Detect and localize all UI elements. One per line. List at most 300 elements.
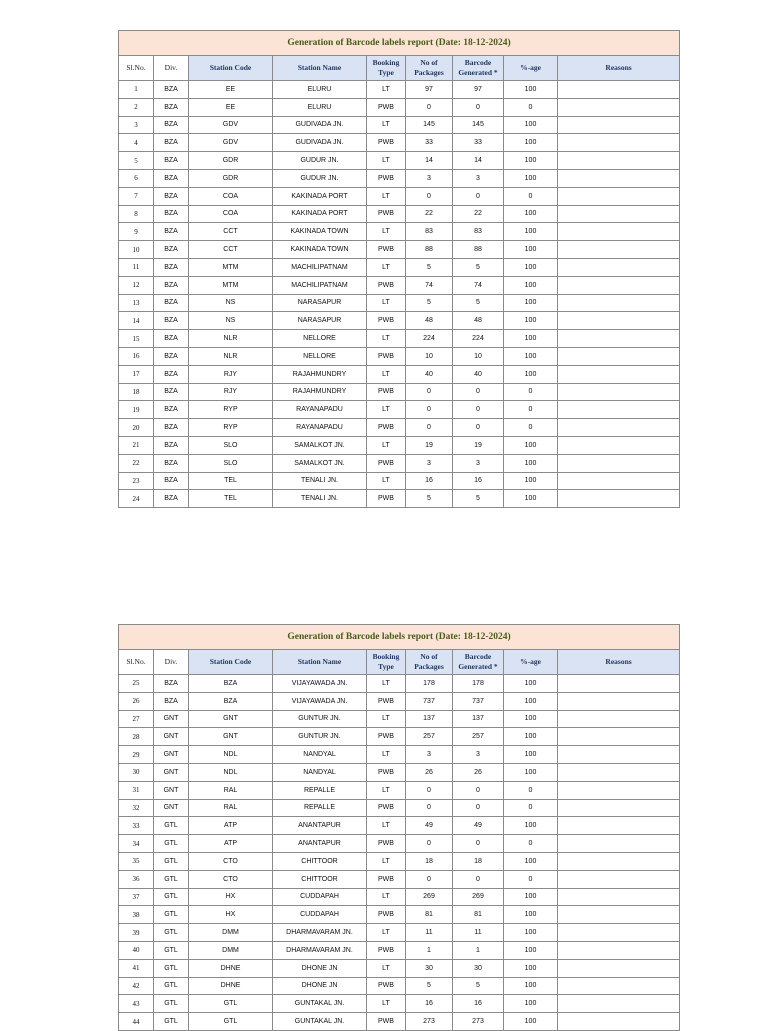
cell-station-code: NS (189, 294, 273, 312)
cell-percentage: 100 (504, 116, 558, 134)
cell-percentage: 100 (504, 817, 558, 835)
cell-percentage: 100 (504, 258, 558, 276)
report-table (118, 624, 680, 1031)
cell-percentage: 100 (504, 276, 558, 294)
cell-percentage: 100 (504, 692, 558, 710)
cell-booking-type: LT (367, 81, 406, 99)
table-row (119, 258, 680, 276)
report-table-2 (118, 624, 679, 1031)
cell-div: GTL (154, 835, 189, 853)
cell-slno: 38 (119, 906, 154, 924)
cell-station-code: SLO (189, 436, 273, 454)
cell-booking-type: PWB (367, 799, 406, 817)
cell-no-of-packages: 5 (406, 977, 453, 995)
cell-slno: 2 (119, 98, 154, 116)
table-row (119, 347, 680, 365)
table-row (119, 817, 680, 835)
cell-barcode-generated: 16 (453, 472, 504, 490)
cell-slno: 27 (119, 710, 154, 728)
cell-station-name: CUDDAPAH (273, 888, 367, 906)
cell-station-code: TEL (189, 490, 273, 508)
cell-station-name: RAJAHMUNDRY (273, 383, 367, 401)
cell-barcode-generated: 5 (453, 490, 504, 508)
table-row (119, 728, 680, 746)
cell-no-of-packages: 5 (406, 490, 453, 508)
table-row (119, 312, 680, 330)
cell-reasons (558, 906, 680, 924)
cell-barcode-generated: 737 (453, 692, 504, 710)
cell-percentage: 100 (504, 675, 558, 693)
cell-reasons (558, 852, 680, 870)
cell-barcode-generated: 273 (453, 1013, 504, 1031)
cell-booking-type: LT (367, 330, 406, 348)
cell-percentage: 100 (504, 924, 558, 942)
cell-barcode-generated: 14 (453, 152, 504, 170)
cell-station-name: GUDIVADA JN. (273, 134, 367, 152)
cell-barcode-generated: 1 (453, 941, 504, 959)
cell-slno: 41 (119, 959, 154, 977)
cell-barcode-generated: 40 (453, 365, 504, 383)
cell-station-name: CUDDAPAH (273, 906, 367, 924)
cell-barcode-generated: 178 (453, 675, 504, 693)
cell-reasons (558, 454, 680, 472)
cell-barcode-generated: 269 (453, 888, 504, 906)
cell-percentage: 100 (504, 852, 558, 870)
cell-reasons (558, 258, 680, 276)
cell-percentage: 100 (504, 152, 558, 170)
cell-slno: 15 (119, 330, 154, 348)
cell-barcode-generated: 224 (453, 330, 504, 348)
table-row (119, 454, 680, 472)
cell-station-name: DHARMAVARAM JN. (273, 924, 367, 942)
cell-booking-type: PWB (367, 347, 406, 365)
cell-div: GTL (154, 995, 189, 1013)
table-row (119, 763, 680, 781)
cell-div: BZA (154, 436, 189, 454)
header-station-name: Station Name (273, 650, 367, 675)
header-barcode-generated: Barcode Generated * (453, 650, 504, 675)
header-slno: Sl.No. (119, 650, 154, 675)
table-row (119, 995, 680, 1013)
cell-div: GTL (154, 959, 189, 977)
header-station-name: Station Name (273, 56, 367, 81)
cell-percentage: 100 (504, 728, 558, 746)
cell-reasons (558, 870, 680, 888)
cell-station-name: NELLORE (273, 347, 367, 365)
cell-station-name: ELURU (273, 81, 367, 99)
cell-percentage: 100 (504, 241, 558, 259)
cell-reasons (558, 675, 680, 693)
cell-percentage: 100 (504, 941, 558, 959)
cell-div: BZA (154, 472, 189, 490)
cell-slno: 8 (119, 205, 154, 223)
cell-station-code: DMM (189, 941, 273, 959)
cell-no-of-packages: 0 (406, 98, 453, 116)
cell-barcode-generated: 3 (453, 169, 504, 187)
report-table-1 (118, 30, 679, 508)
table-row (119, 205, 680, 223)
cell-reasons (558, 276, 680, 294)
table-row (119, 330, 680, 348)
report-title-row (119, 31, 680, 56)
cell-percentage: 100 (504, 977, 558, 995)
table-row (119, 294, 680, 312)
cell-barcode-generated: 16 (453, 995, 504, 1013)
cell-div: BZA (154, 134, 189, 152)
cell-reasons (558, 365, 680, 383)
cell-station-name: KAKINADA TOWN (273, 223, 367, 241)
cell-div: BZA (154, 419, 189, 437)
cell-station-code: COA (189, 187, 273, 205)
cell-station-name: MACHILIPATNAM (273, 258, 367, 276)
cell-barcode-generated: 0 (453, 383, 504, 401)
cell-no-of-packages: 178 (406, 675, 453, 693)
cell-station-code: EE (189, 81, 273, 99)
cell-slno: 33 (119, 817, 154, 835)
cell-no-of-packages: 3 (406, 746, 453, 764)
cell-booking-type: PWB (367, 728, 406, 746)
cell-slno: 12 (119, 276, 154, 294)
cell-barcode-generated: 137 (453, 710, 504, 728)
cell-station-code: ATP (189, 835, 273, 853)
cell-station-name: GUNTUR JN. (273, 710, 367, 728)
cell-no-of-packages: 3 (406, 169, 453, 187)
cell-no-of-packages: 30 (406, 959, 453, 977)
cell-reasons (558, 401, 680, 419)
cell-station-code: DHNE (189, 977, 273, 995)
cell-no-of-packages: 11 (406, 924, 453, 942)
cell-reasons (558, 924, 680, 942)
cell-div: BZA (154, 365, 189, 383)
cell-booking-type: LT (367, 365, 406, 383)
cell-no-of-packages: 74 (406, 276, 453, 294)
cell-station-code: GNT (189, 710, 273, 728)
cell-booking-type: PWB (367, 205, 406, 223)
cell-booking-type: PWB (367, 98, 406, 116)
cell-div: GTL (154, 977, 189, 995)
cell-percentage: 100 (504, 959, 558, 977)
cell-slno: 43 (119, 995, 154, 1013)
cell-no-of-packages: 88 (406, 241, 453, 259)
cell-station-code: GDV (189, 116, 273, 134)
cell-slno: 23 (119, 472, 154, 490)
cell-no-of-packages: 737 (406, 692, 453, 710)
cell-slno: 9 (119, 223, 154, 241)
cell-div: GNT (154, 728, 189, 746)
cell-no-of-packages: 19 (406, 436, 453, 454)
cell-no-of-packages: 0 (406, 187, 453, 205)
cell-no-of-packages: 5 (406, 294, 453, 312)
cell-no-of-packages: 145 (406, 116, 453, 134)
cell-slno: 11 (119, 258, 154, 276)
cell-slno: 17 (119, 365, 154, 383)
cell-no-of-packages: 224 (406, 330, 453, 348)
header-slno: Sl.No. (119, 56, 154, 81)
cell-station-name: NARASAPUR (273, 294, 367, 312)
report-title: Generation of Barcode labels report (Date: 18-12-2024) (119, 31, 680, 56)
cell-barcode-generated: 0 (453, 98, 504, 116)
cell-no-of-packages: 1 (406, 941, 453, 959)
cell-percentage: 0 (504, 98, 558, 116)
cell-percentage: 0 (504, 870, 558, 888)
cell-booking-type: PWB (367, 454, 406, 472)
header-percentage: %-age (504, 56, 558, 81)
cell-station-code: GDR (189, 152, 273, 170)
cell-station-name: RAYANAPADU (273, 419, 367, 437)
cell-station-code: SLO (189, 454, 273, 472)
cell-booking-type: LT (367, 223, 406, 241)
table-row (119, 906, 680, 924)
cell-slno: 7 (119, 187, 154, 205)
table-row (119, 187, 680, 205)
cell-booking-type: PWB (367, 383, 406, 401)
cell-slno: 22 (119, 454, 154, 472)
cell-no-of-packages: 16 (406, 995, 453, 1013)
cell-percentage: 100 (504, 81, 558, 99)
table-row (119, 81, 680, 99)
cell-booking-type: LT (367, 116, 406, 134)
cell-booking-type: PWB (367, 906, 406, 924)
cell-station-name: TENALI JN. (273, 490, 367, 508)
cell-slno: 16 (119, 347, 154, 365)
cell-station-code: RYP (189, 401, 273, 419)
header-station-code: Station Code (189, 56, 273, 81)
header-station-code: Station Code (189, 650, 273, 675)
cell-div: BZA (154, 276, 189, 294)
cell-booking-type: LT (367, 746, 406, 764)
cell-station-code: HX (189, 906, 273, 924)
cell-percentage: 0 (504, 401, 558, 419)
table-row (119, 419, 680, 437)
cell-station-code: CTO (189, 870, 273, 888)
cell-station-name: RAJAHMUNDRY (273, 365, 367, 383)
cell-station-name: MACHILIPATNAM (273, 276, 367, 294)
cell-booking-type: LT (367, 294, 406, 312)
cell-station-code: GNT (189, 728, 273, 746)
cell-reasons (558, 169, 680, 187)
cell-station-name: CHITTOOR (273, 870, 367, 888)
cell-reasons (558, 294, 680, 312)
cell-station-code: RAL (189, 799, 273, 817)
cell-no-of-packages: 14 (406, 152, 453, 170)
cell-div: GNT (154, 710, 189, 728)
cell-reasons (558, 835, 680, 853)
cell-slno: 6 (119, 169, 154, 187)
cell-percentage: 100 (504, 454, 558, 472)
cell-barcode-generated: 145 (453, 116, 504, 134)
table-row (119, 241, 680, 259)
cell-station-name: KAKINADA PORT (273, 205, 367, 223)
cell-no-of-packages: 26 (406, 763, 453, 781)
cell-booking-type: PWB (367, 276, 406, 294)
cell-station-code: DMM (189, 924, 273, 942)
cell-station-code: RYP (189, 419, 273, 437)
cell-station-name: GUNTAKAL JN. (273, 1013, 367, 1031)
table-row (119, 152, 680, 170)
table-row (119, 472, 680, 490)
table-row (119, 223, 680, 241)
cell-reasons (558, 728, 680, 746)
cell-div: GTL (154, 870, 189, 888)
cell-percentage: 100 (504, 888, 558, 906)
cell-reasons (558, 959, 680, 977)
cell-station-name: GUDUR JN. (273, 152, 367, 170)
table-row (119, 98, 680, 116)
cell-div: BZA (154, 241, 189, 259)
cell-booking-type: PWB (367, 763, 406, 781)
cell-percentage: 100 (504, 995, 558, 1013)
cell-no-of-packages: 48 (406, 312, 453, 330)
cell-div: BZA (154, 675, 189, 693)
cell-no-of-packages: 137 (406, 710, 453, 728)
cell-div: GTL (154, 906, 189, 924)
cell-station-code: DHNE (189, 959, 273, 977)
cell-div: BZA (154, 294, 189, 312)
cell-station-name: SAMALKOT JN. (273, 436, 367, 454)
cell-station-code: MTM (189, 258, 273, 276)
cell-reasons (558, 977, 680, 995)
cell-barcode-generated: 74 (453, 276, 504, 294)
report-title: Generation of Barcode labels report (Date: 18-12-2024) (119, 625, 680, 650)
cell-barcode-generated: 0 (453, 187, 504, 205)
cell-station-name: ANANTAPUR (273, 817, 367, 835)
cell-barcode-generated: 88 (453, 241, 504, 259)
cell-percentage: 100 (504, 134, 558, 152)
cell-slno: 30 (119, 763, 154, 781)
cell-div: BZA (154, 692, 189, 710)
cell-no-of-packages: 81 (406, 906, 453, 924)
cell-no-of-packages: 0 (406, 419, 453, 437)
cell-station-name: VIJAYAWADA JN. (273, 675, 367, 693)
header-booking-type: Booking Type (367, 56, 406, 81)
cell-station-name: CHITTOOR (273, 852, 367, 870)
cell-slno: 3 (119, 116, 154, 134)
cell-div: BZA (154, 98, 189, 116)
cell-div: GTL (154, 924, 189, 942)
cell-station-code: TEL (189, 472, 273, 490)
cell-station-code: GDR (189, 169, 273, 187)
cell-booking-type: LT (367, 675, 406, 693)
cell-no-of-packages: 257 (406, 728, 453, 746)
cell-slno: 28 (119, 728, 154, 746)
cell-booking-type: PWB (367, 134, 406, 152)
cell-reasons (558, 152, 680, 170)
cell-barcode-generated: 5 (453, 294, 504, 312)
cell-station-name: REPALLE (273, 781, 367, 799)
cell-station-name: GUDIVADA JN. (273, 116, 367, 134)
header-reasons: Reasons (558, 650, 680, 675)
table-row (119, 941, 680, 959)
cell-div: GTL (154, 817, 189, 835)
cell-station-code: CTO (189, 852, 273, 870)
cell-barcode-generated: 3 (453, 454, 504, 472)
cell-no-of-packages: 0 (406, 799, 453, 817)
cell-no-of-packages: 83 (406, 223, 453, 241)
cell-div: BZA (154, 152, 189, 170)
cell-div: GNT (154, 799, 189, 817)
table-row (119, 116, 680, 134)
cell-slno: 40 (119, 941, 154, 959)
cell-station-name: TENALI JN. (273, 472, 367, 490)
cell-slno: 31 (119, 781, 154, 799)
cell-slno: 5 (119, 152, 154, 170)
cell-station-code: RAL (189, 781, 273, 799)
cell-reasons (558, 746, 680, 764)
table-row (119, 835, 680, 853)
cell-slno: 39 (119, 924, 154, 942)
cell-reasons (558, 763, 680, 781)
cell-station-name: VIJAYAWADA JN. (273, 692, 367, 710)
cell-station-name: REPALLE (273, 799, 367, 817)
table-row (119, 1013, 680, 1031)
cell-percentage: 100 (504, 710, 558, 728)
cell-slno: 14 (119, 312, 154, 330)
cell-reasons (558, 419, 680, 437)
cell-reasons (558, 781, 680, 799)
cell-barcode-generated: 22 (453, 205, 504, 223)
cell-percentage: 100 (504, 312, 558, 330)
cell-reasons (558, 98, 680, 116)
cell-percentage: 100 (504, 746, 558, 764)
cell-booking-type: PWB (367, 419, 406, 437)
cell-slno: 37 (119, 888, 154, 906)
cell-reasons (558, 241, 680, 259)
cell-slno: 1 (119, 81, 154, 99)
cell-slno: 19 (119, 401, 154, 419)
cell-barcode-generated: 26 (453, 763, 504, 781)
cell-div: GNT (154, 746, 189, 764)
cell-booking-type: PWB (367, 692, 406, 710)
cell-station-code: BZA (189, 692, 273, 710)
cell-booking-type: LT (367, 472, 406, 490)
cell-station-code: GTL (189, 995, 273, 1013)
cell-booking-type: LT (367, 187, 406, 205)
header-booking-type: Booking Type (367, 650, 406, 675)
cell-barcode-generated: 97 (453, 81, 504, 99)
cell-booking-type: LT (367, 817, 406, 835)
cell-percentage: 0 (504, 799, 558, 817)
cell-slno: 29 (119, 746, 154, 764)
cell-slno: 13 (119, 294, 154, 312)
header-row (119, 56, 680, 81)
cell-reasons (558, 995, 680, 1013)
cell-reasons (558, 312, 680, 330)
cell-percentage: 0 (504, 835, 558, 853)
cell-percentage: 100 (504, 763, 558, 781)
cell-barcode-generated: 5 (453, 258, 504, 276)
cell-div: BZA (154, 401, 189, 419)
cell-booking-type: PWB (367, 490, 406, 508)
table-row (119, 977, 680, 995)
cell-reasons (558, 436, 680, 454)
cell-booking-type: PWB (367, 312, 406, 330)
cell-booking-type: PWB (367, 977, 406, 995)
cell-no-of-packages: 0 (406, 401, 453, 419)
cell-station-name: ELURU (273, 98, 367, 116)
cell-booking-type: PWB (367, 169, 406, 187)
cell-booking-type: LT (367, 152, 406, 170)
cell-percentage: 0 (504, 419, 558, 437)
header-div: Div. (154, 650, 189, 675)
cell-station-name: NANDYAL (273, 746, 367, 764)
cell-booking-type: LT (367, 852, 406, 870)
cell-percentage: 100 (504, 347, 558, 365)
table-row (119, 134, 680, 152)
report-title-row (119, 625, 680, 650)
cell-percentage: 100 (504, 365, 558, 383)
cell-percentage: 100 (504, 1013, 558, 1031)
cell-booking-type: PWB (367, 870, 406, 888)
